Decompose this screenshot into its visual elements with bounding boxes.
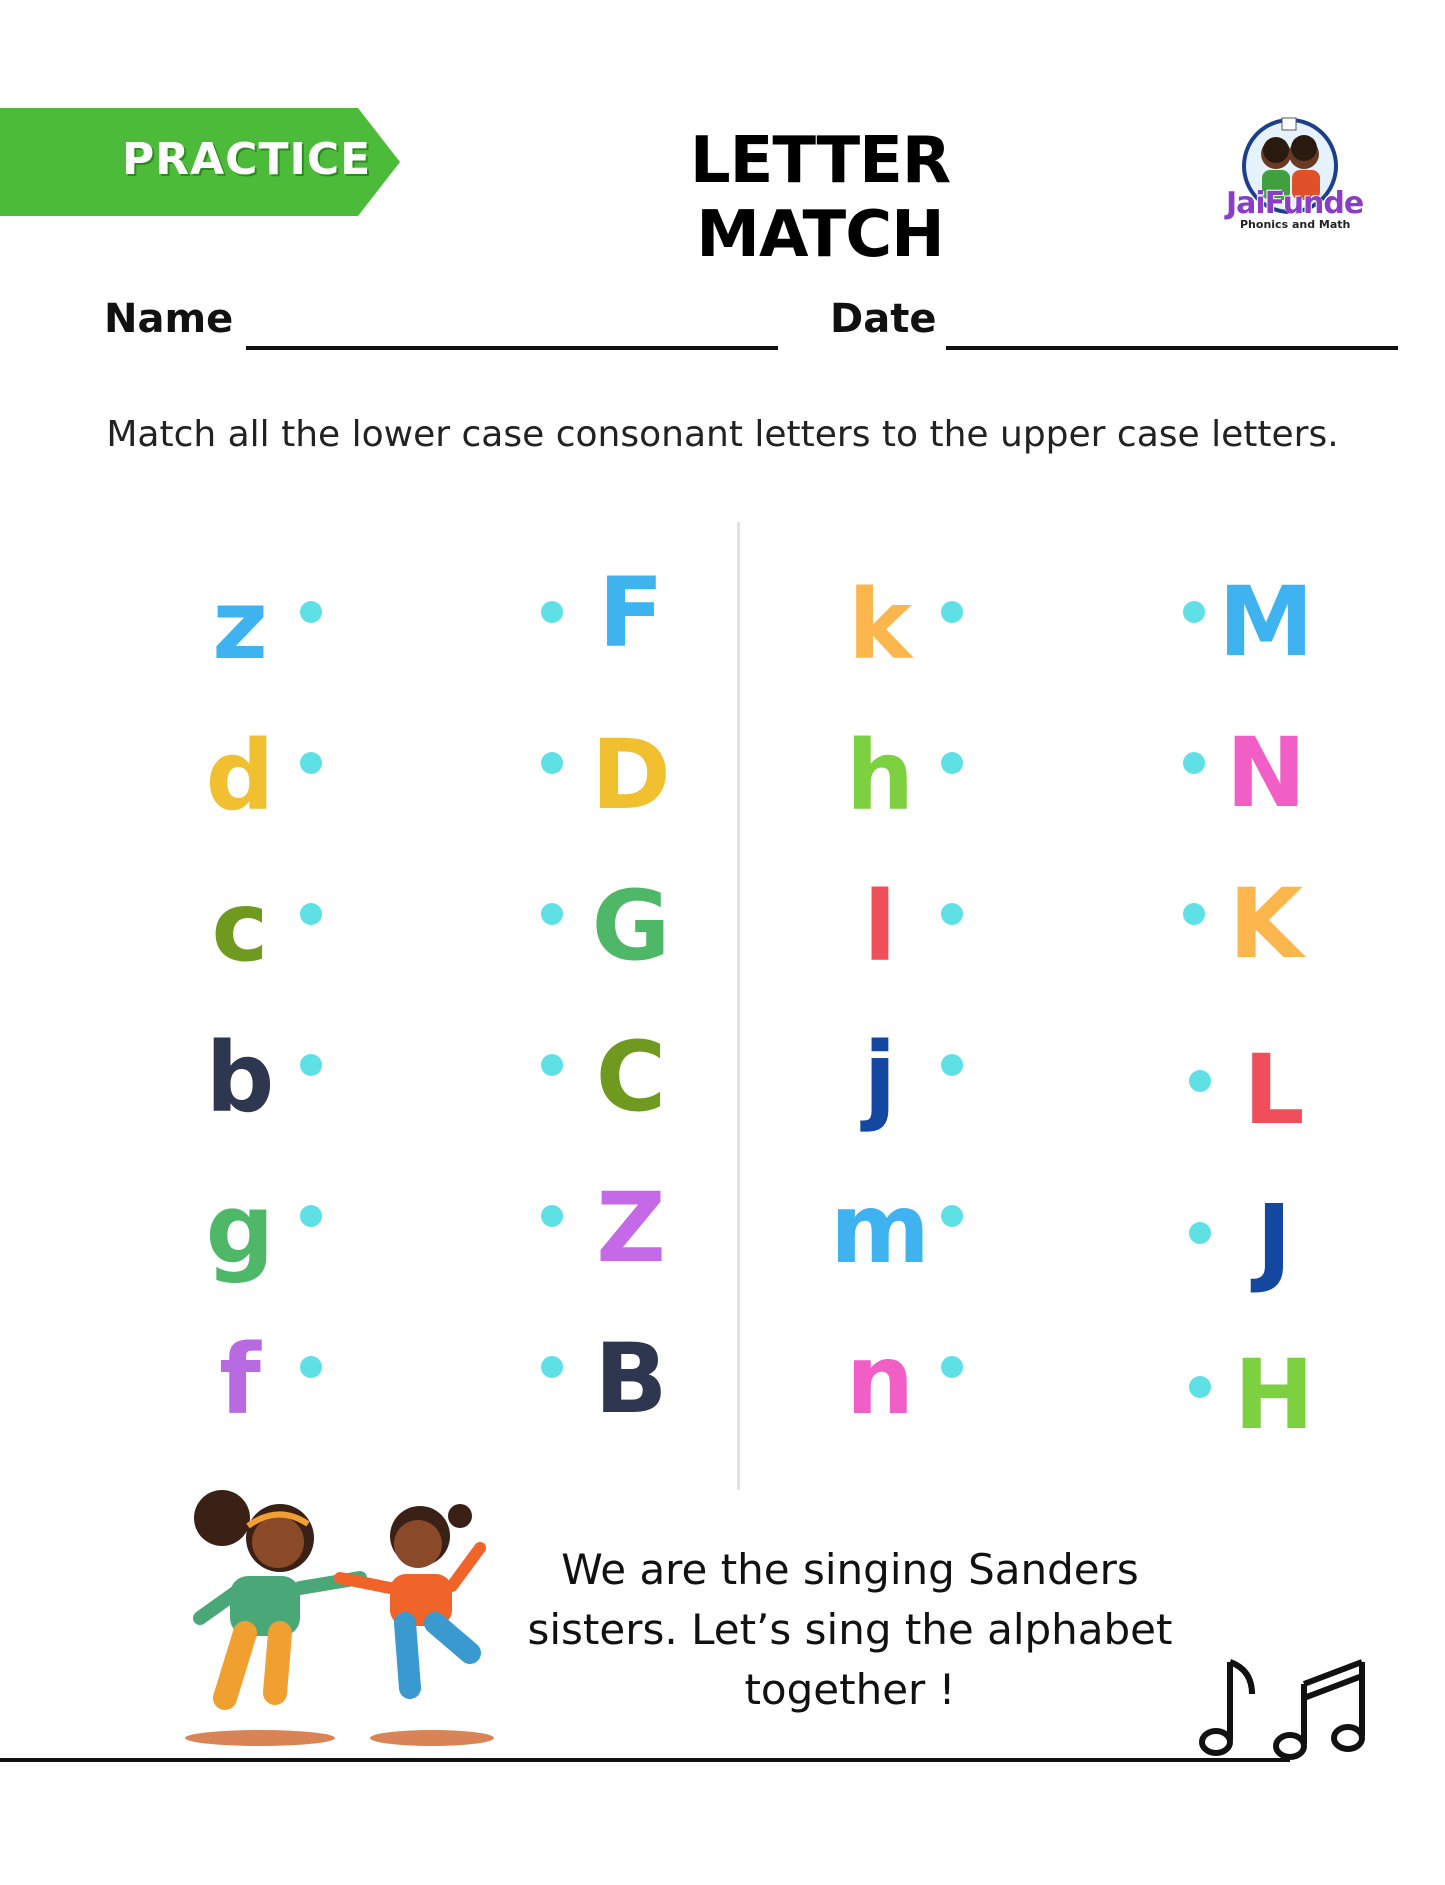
match-dot[interactable] xyxy=(300,1054,322,1076)
lower-letter: h xyxy=(845,720,915,832)
lower-letter: k xyxy=(848,569,912,681)
match-dot[interactable] xyxy=(541,752,563,774)
match-dot[interactable] xyxy=(541,601,563,623)
match-dot[interactable] xyxy=(1183,903,1205,925)
page-title: LETTER MATCH xyxy=(689,124,951,272)
lower-letter: z xyxy=(212,569,268,681)
practice-label: PRACTICE xyxy=(122,134,372,185)
match-dot[interactable] xyxy=(941,752,963,774)
match-dot[interactable] xyxy=(941,1054,963,1076)
match-dot[interactable] xyxy=(1189,1070,1211,1092)
upper-letter: H xyxy=(1233,1339,1315,1451)
name-line[interactable] xyxy=(246,346,778,350)
lower-letter: d xyxy=(205,720,275,832)
upper-letter: K xyxy=(1228,868,1304,980)
upper-letter: C xyxy=(595,1021,667,1133)
upper-letter: G xyxy=(591,870,671,982)
column-divider xyxy=(737,522,740,1490)
lower-letter: n xyxy=(845,1324,915,1436)
match-dot[interactable] xyxy=(300,1205,322,1227)
dancing-girls-illustration xyxy=(170,1468,510,1748)
upper-letter: B xyxy=(594,1323,668,1435)
instructions-text: Match all the lower case consonant letters to the upper case letters. xyxy=(106,414,1339,455)
upper-letter: J xyxy=(1256,1184,1292,1296)
upper-letter: D xyxy=(591,719,671,831)
upper-letter: M xyxy=(1218,566,1314,678)
music-notes-icon xyxy=(1190,1650,1370,1760)
lower-letter: b xyxy=(205,1022,275,1134)
logo-tagline: Phonics and Math xyxy=(1240,218,1351,231)
lower-letter: g xyxy=(205,1173,275,1285)
lower-letter: f xyxy=(219,1324,261,1436)
name-label: Name xyxy=(104,296,234,342)
caption-text: We are the singing Sanders sisters. Let’s sing the alphabet together ! xyxy=(527,1545,1173,1714)
match-dot[interactable] xyxy=(300,903,322,925)
match-dot[interactable] xyxy=(300,1356,322,1378)
match-dot[interactable] xyxy=(541,1356,563,1378)
match-dot[interactable] xyxy=(1183,601,1205,623)
match-dot[interactable] xyxy=(300,601,322,623)
upper-letter: N xyxy=(1225,717,1307,829)
lower-letter: j xyxy=(863,1022,897,1134)
footer-line xyxy=(0,1758,1290,1762)
match-dot[interactable] xyxy=(541,903,563,925)
match-dot[interactable] xyxy=(941,1205,963,1227)
match-dot[interactable] xyxy=(300,752,322,774)
match-dot[interactable] xyxy=(941,903,963,925)
lower-letter: l xyxy=(863,871,897,983)
match-dot[interactable] xyxy=(941,601,963,623)
lower-letter: c xyxy=(211,871,269,983)
match-dot[interactable] xyxy=(541,1054,563,1076)
upper-letter: L xyxy=(1243,1034,1305,1146)
match-dot[interactable] xyxy=(1183,752,1205,774)
lower-letter: m xyxy=(829,1173,931,1285)
match-dot[interactable] xyxy=(1189,1222,1211,1244)
match-dot[interactable] xyxy=(1189,1376,1211,1398)
match-dot[interactable] xyxy=(941,1356,963,1378)
date-line[interactable] xyxy=(946,346,1398,350)
match-dot[interactable] xyxy=(541,1205,563,1227)
upper-letter: Z xyxy=(596,1172,666,1284)
logo-wordmark: JaiFunde xyxy=(1226,186,1364,221)
upper-letter: F xyxy=(598,557,664,669)
date-label: Date xyxy=(830,296,937,342)
